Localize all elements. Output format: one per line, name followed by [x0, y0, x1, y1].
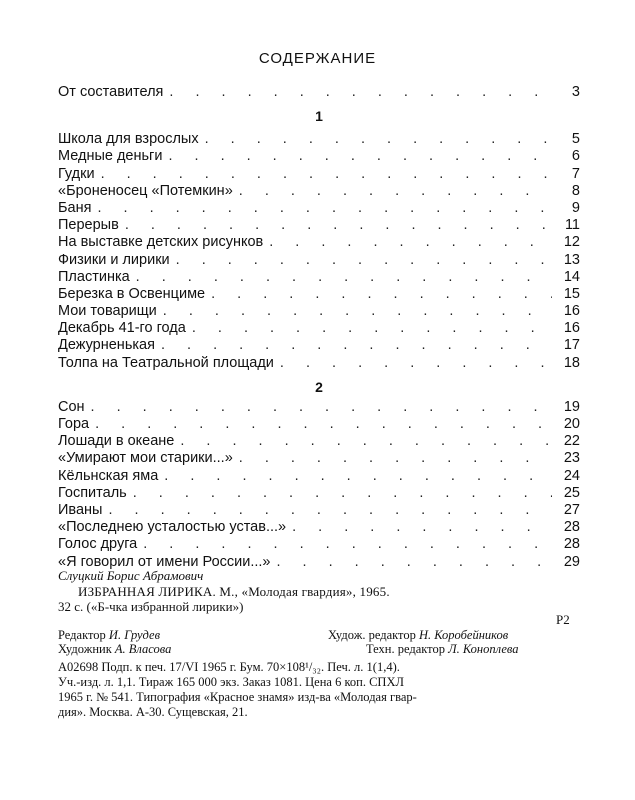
toc-entry-title: Березка в Освенциме — [58, 285, 206, 302]
table-of-contents — [58, 84, 580, 571]
toc-entry — [58, 183, 580, 200]
toc-entry — [58, 200, 580, 217]
artist-credit — [58, 642, 171, 657]
toc-entry — [58, 433, 580, 450]
toc-entry-page: 12 — [563, 234, 580, 251]
tech-editor-credit — [366, 642, 519, 657]
tech-editor-name: Л. Коноплева — [448, 642, 519, 656]
leader-dots — [192, 320, 552, 337]
page-title: СОДЕРЖАНИЕ — [258, 50, 377, 67]
leader-dots — [101, 166, 552, 183]
leader-dots — [95, 416, 552, 433]
toc-entry-title: Сон — [58, 398, 85, 415]
toc-entry-page: 15 — [563, 285, 580, 302]
toc-entry-page: 14 — [563, 268, 580, 285]
classification-code: Р2 — [556, 612, 570, 627]
toc-entry-page: 6 — [571, 148, 580, 165]
leader-dots — [211, 286, 552, 303]
toc-entry-page: 23 — [563, 450, 580, 467]
toc-entry — [58, 252, 580, 269]
leader-dots — [169, 84, 552, 101]
publication-line: Уч.-изд. л. 1,1. Тираж 165 000 экз. Заказ 1081. Цена 6 коп. СПХЛ — [58, 675, 404, 689]
toc-entry — [58, 269, 580, 286]
toc-entry — [58, 485, 580, 502]
toc-entry-title: Голос друга — [58, 536, 138, 553]
leader-dots — [136, 269, 552, 286]
art-editor-label: Худож. редактор — [328, 628, 416, 642]
tech-editor-label: Техн. редактор — [366, 642, 445, 656]
publication-line: А02698 Подп. к печ. 17/VI 1965 г. Бум. 70×108¹/₃₂. Печ. л. 1(1,4). — [58, 660, 400, 674]
toc-entry-title: На выставке детских рисунков — [58, 234, 264, 251]
toc-entry — [58, 217, 580, 234]
toc-entry — [58, 148, 580, 165]
editor-credit — [58, 628, 160, 643]
toc-entry — [58, 84, 580, 101]
toc-entry-title: Декабрь 41-го года — [58, 320, 186, 337]
toc-entry-page: 28 — [563, 519, 580, 536]
toc-entry — [58, 416, 580, 433]
toc-entry — [58, 519, 580, 536]
toc-entry — [58, 303, 580, 320]
toc-entry-title: От составителя — [58, 84, 164, 100]
toc-entry-page: 24 — [563, 467, 580, 484]
leader-dots — [292, 519, 552, 536]
toc-entry-page: 25 — [563, 484, 580, 501]
leader-dots — [125, 217, 552, 234]
leader-dots — [108, 502, 552, 519]
toc-entry-title: Госпиталь — [58, 484, 127, 501]
toc-entry-title: Лошади в океане — [58, 433, 175, 450]
toc-entry-title: Перерыв — [58, 217, 119, 234]
toc-entry — [58, 286, 580, 303]
toc-entry-page: 5 — [571, 131, 580, 148]
leader-dots — [176, 252, 552, 269]
leader-dots — [164, 468, 552, 485]
leader-dots — [269, 234, 552, 251]
toc-entry-title: Медные деньги — [58, 148, 163, 165]
toc-entry-page: 13 — [563, 251, 580, 268]
toc-entry-page: 17 — [563, 337, 580, 354]
toc-entry-page: 22 — [563, 433, 580, 450]
toc-entry-page: 19 — [563, 398, 580, 415]
toc-entry-title: Толпа на Театральной площади — [58, 354, 274, 371]
toc-entry — [58, 536, 580, 553]
leader-dots — [180, 433, 552, 450]
toc-entry — [58, 450, 580, 467]
book-title-line: ИЗБРАННАЯ ЛИРИКА. М., «Молодая гвардия», 1965. — [78, 584, 390, 599]
leader-dots — [163, 303, 552, 320]
toc-entry-page: 28 — [563, 536, 580, 553]
toc-entry — [58, 355, 580, 372]
leader-dots — [239, 450, 552, 467]
leader-dots — [143, 536, 552, 553]
toc-entry-title: Физики и лирики — [58, 251, 170, 268]
book-series-line: 32 с. («Б-чка избранной лирики») — [58, 599, 244, 614]
toc-entry — [58, 399, 580, 416]
leader-dots — [205, 131, 552, 148]
toc-entry — [58, 234, 580, 251]
artist-name: А. Власова — [114, 642, 172, 656]
toc-entry-title: Пластинка — [58, 268, 130, 285]
toc-entry — [58, 320, 580, 337]
publication-line: дия». Москва. А-30. Сущевская, 21. — [58, 705, 248, 719]
artist-label: Художник — [58, 642, 112, 656]
author-name: Слуцкий Борис Абрамович — [58, 568, 204, 583]
toc-entry-page: 16 — [563, 320, 580, 337]
leader-dots — [168, 148, 552, 165]
toc-entry-page: 7 — [571, 165, 580, 182]
toc-entry-page: 16 — [563, 303, 580, 320]
toc-entry-title: Баня — [58, 199, 92, 216]
leader-dots — [91, 399, 552, 416]
toc-entry-page: 8 — [571, 182, 580, 199]
toc-entry — [58, 337, 580, 354]
section-number: 1 — [315, 108, 323, 125]
art-editor-name: Н. Коробейников — [418, 628, 509, 642]
toc-entry-title: «Умирают мои старики...» — [58, 450, 233, 467]
toc-entry-title: Гора — [58, 416, 90, 432]
leader-dots — [161, 337, 552, 354]
toc-entry — [58, 468, 580, 485]
publication-line: 1965 г. № 541. Типография «Красное знамя» изд-ва «Молодая гвар- — [58, 690, 417, 704]
toc-entry-title: «Я говорил от имени России...» — [58, 553, 271, 570]
toc-entry-title: Кёльнская яма — [58, 467, 159, 484]
toc-entry-page: 11 — [564, 217, 580, 234]
toc-entry-page: 18 — [563, 354, 580, 371]
art-editor-credit — [328, 628, 508, 643]
toc-entry — [58, 131, 580, 148]
toc-entry-page: 9 — [571, 199, 580, 216]
toc-entry-title: «Броненосец «Потемкин» — [58, 182, 233, 199]
toc-entry-title: Гудки — [58, 165, 95, 182]
leader-dots — [280, 355, 552, 372]
leader-dots — [97, 200, 552, 217]
toc-entry-title: Дежурненькая — [58, 337, 155, 354]
leader-dots — [133, 485, 552, 502]
section-number: 2 — [315, 378, 323, 395]
editor-label: Редактор — [58, 628, 106, 642]
editor-name: И. Грудев — [108, 628, 161, 642]
toc-entry-title: Иваны — [58, 501, 103, 518]
toc-entry-page: 3 — [571, 84, 580, 100]
toc-entry-title: «Последнею усталостью устав...» — [58, 519, 287, 536]
toc-entry-page: 20 — [563, 416, 580, 432]
toc-entry-page: 27 — [563, 501, 580, 518]
toc-entry — [58, 502, 580, 519]
toc-entry-title: Мои товарищи — [58, 303, 157, 320]
leader-dots — [239, 183, 552, 200]
toc-entry — [58, 166, 580, 183]
leader-dots — [277, 554, 553, 571]
toc-entry-title: Школа для взрослых — [58, 131, 199, 148]
toc-entry-page: 29 — [563, 553, 580, 570]
